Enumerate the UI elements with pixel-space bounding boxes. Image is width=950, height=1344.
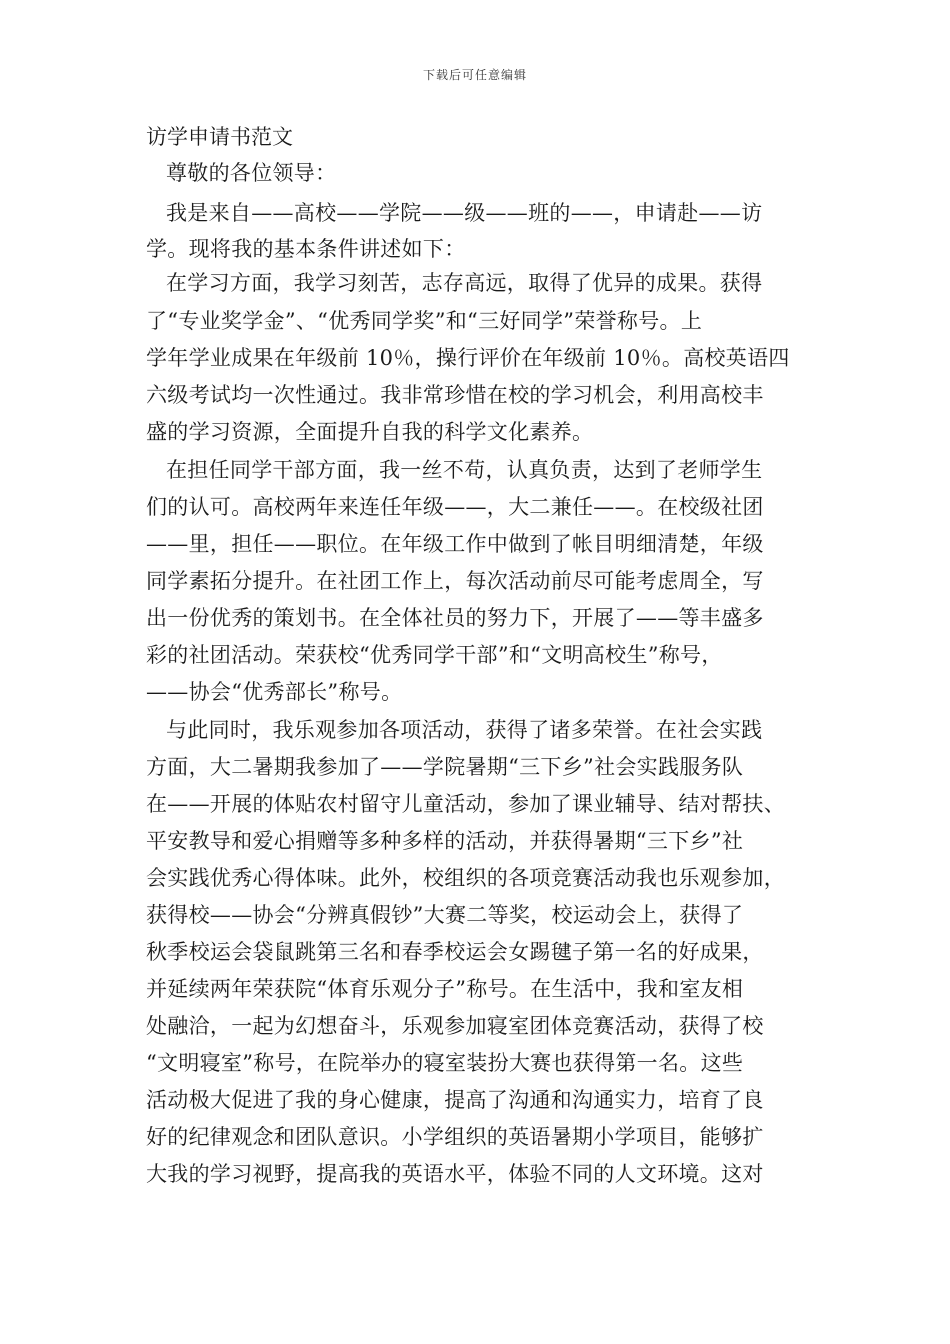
body-line: 彩的社团活动。荣获校“优秀同学干部”和“文明高校生”称号， [146, 643, 723, 667]
body-line: 方面，大二暑期我参加了——学院暑期“三下乡”社会实践服务队 [146, 755, 744, 779]
body-line: 并延续两年荣获院“体育乐观分子”称号。在生活中，我和室友相 [146, 977, 744, 1001]
body-line: 获得校——协会“分辨真假钞”大赛二等奖，校运动会上，获得了 [146, 903, 744, 927]
body-line: 学。现将我的基本条件讲述如下： [146, 237, 466, 261]
body-line: 盛的学习资源，全面提升自我的科学文化素养。 [146, 420, 594, 444]
body-line: 们的认可。高校两年来连任年级——，大二兼任——。在校级社团 [146, 495, 764, 519]
body-line: 在学习方面，我学习刻苦，志存高远，取得了优异的成果。获得 [166, 271, 763, 295]
body-line: “文明寝室”称号，在院举办的寝室装扮大赛也获得第一名。这些 [146, 1051, 744, 1075]
salutation-line: 尊敬的各位领导： [166, 161, 337, 185]
body-line: 平安教导和爱心捐赠等多种多样的活动，并获得暑期“三下乡”社 [146, 829, 744, 853]
body-line: 处融洽，一起为幻想奋斗，乐观参加寝室团体竞赛活动，获得了校 [146, 1014, 764, 1038]
body-line: 大我的学习视野，提高我的英语水平，体验不同的人文环境。这对 [146, 1162, 764, 1186]
body-line: 活动极大促进了我的身心健康，提高了沟通和沟通实力，培育了良 [146, 1088, 764, 1112]
body-line: 六级考试均一次性通过。我非常珍惜在校的学习机会，利用高校丰 [146, 383, 764, 407]
body-line: ——协会“优秀部长”称号。 [146, 680, 403, 704]
document-title: 访学申请书范文 [146, 125, 293, 149]
body-line: 秋季校运会袋鼠跳第三名和春季校运会女踢毽子第一名的好成果， [146, 940, 764, 964]
body-line: 出一份优秀的策划书。在全体社员的努力下，开展了——等丰盛多 [146, 606, 764, 630]
body-line: 与此同时，我乐观参加各项活动，获得了诸多荣誉。在社会实践 [166, 718, 763, 742]
body-line: 了“专业奖学金”、“优秀同学奖”和“三好同学”荣誉称号。上 [146, 309, 703, 333]
body-line: ——里，担任——职位。在年级工作中做到了帐目明细清楚，年级 [146, 532, 764, 556]
body-line: 在——开展的体贴农村留守儿童活动，参加了课业辅导、结对帮扶、 [146, 792, 785, 816]
body-line: 好的纪律观念和团队意识。小学组织的英语暑期小学项目，能够扩 [146, 1125, 764, 1149]
body-line: 学年学业成果在年级前 10％，操行评价在年级前 10％。高校英语四 [146, 346, 790, 370]
body-line: 我是来自——高校——学院——级——班的——，申请赴——访 [166, 201, 763, 225]
body-line: 在担任同学干部方面，我一丝不苟，认真负责，达到了老师学生 [166, 458, 763, 482]
body-line: 同学素拓分提升。在社团工作上，每次活动前尽可能考虑周全，写 [146, 569, 764, 593]
header-note: 下载后可任意编辑 [422, 68, 527, 82]
body-line: 会实践优秀心得体味。此外，校组织的各项竞赛活动我也乐观参加， [146, 866, 785, 890]
